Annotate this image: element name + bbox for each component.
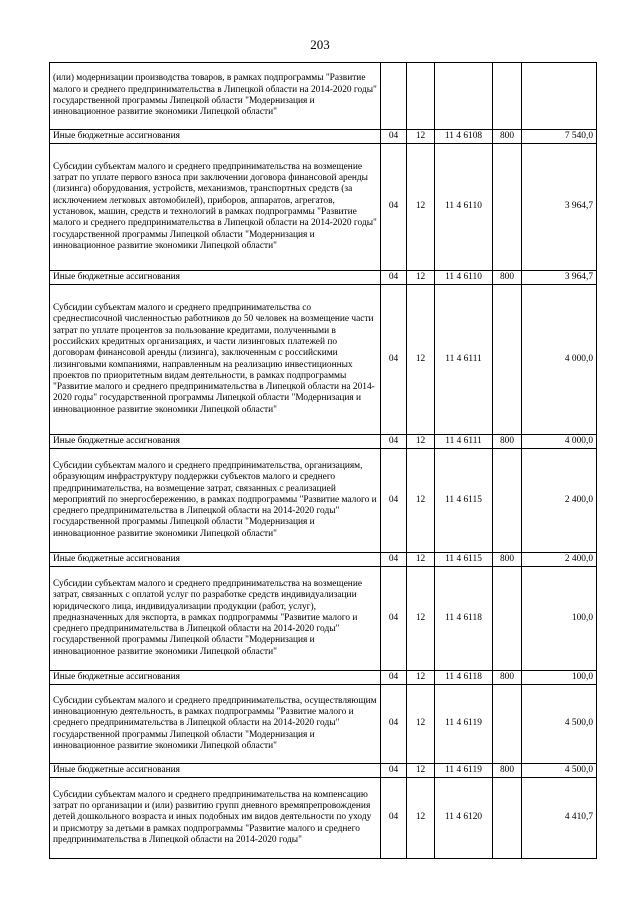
target-article-code: 11 4 6111: [435, 435, 493, 449]
table-row: [50, 271, 597, 285]
row-description: Иные бюджетные ассигнования: [50, 130, 381, 144]
amount: 3 964,7: [522, 271, 597, 285]
expense-type-code: 800: [493, 271, 522, 285]
target-article-code: 11 4 6110: [435, 271, 493, 285]
section-code: 04: [381, 567, 407, 671]
target-article-code: 11 4 6110: [435, 144, 493, 271]
subsection-code: 12: [407, 671, 435, 685]
section-code: 04: [381, 144, 407, 271]
amount: 4 500,0: [522, 685, 597, 764]
target-article-code: 11 4 6118: [435, 671, 493, 685]
table-row: [50, 685, 597, 764]
expense-type-code: 800: [493, 435, 522, 449]
row-description: (или) модернизации производства товаров, в рамках подпрограммы "Развитие малого и среднего предпринимательства в Липецкой области на 2014-2020 годы" государственной программы Липецкой области "Модернизация и инновационное развитие экономики Липецкой области": [50, 63, 381, 130]
row-description: Субсидии субъектам малого и среднего предпринимательства на возмещение затрат, связанных с оплатой услуг по разработке средств индивидуализации юридического лица, индивидуализации продукции (работ, услуг), предназначенных для экспорта, в рамках подпрограммы "Развитие малого и среднего предпринимательства в Липецкой области на 2014-2020 годы" государственной программы Липецкой области "Модернизация и инновационное развитие экономики Липецкой области": [50, 567, 381, 671]
row-description: Иные бюджетные ассигнования: [50, 671, 381, 685]
subsection-code: [407, 63, 435, 130]
amount: [522, 63, 597, 130]
target-article-code: 11 4 6111: [435, 285, 493, 435]
row-description: Иные бюджетные ассигнования: [50, 271, 381, 285]
row-description: Субсидии субъектам малого и среднего предпринимательства на компенсацию затрат по организации и (или) развитию групп дневного времяпрепровождения детей дошкольного возраста и иных подобных им видов деятельности по уходу и присмотру за детьми в рамках подпрограммы "Развитие малого и среднего предпринимательства в Липецкой области на 2014-2020 годы": [50, 778, 381, 859]
expense-type-code: [493, 63, 522, 130]
subsection-code: 12: [407, 144, 435, 271]
section-code: 04: [381, 764, 407, 778]
subsection-code: 12: [407, 271, 435, 285]
amount: 100,0: [522, 671, 597, 685]
subsection-code: 12: [407, 435, 435, 449]
budget-table: [49, 62, 597, 859]
row-description: Субсидии субъектам малого и среднего предпринимательства со среднесписочной численностью работников до 50 человек на возмещение части затрат по уплате процентов за пользование кредитами, полученными в российских кредитных организациях, и части лизинговых платежей по договорам финансовой аренды (лизинга), заключенным с российскими лизинговыми компаниями, направленным на реализацию инвестиционных проектов по приоритетным видам деятельности, в рамках подпрограммы "Развитие малого и среднего предпринимательства в Липецкой области на 2014-2020 годы" государственной программы Липецкой области "Модернизация и инновационное развитие экономики Липецкой области": [50, 285, 381, 435]
target-article-code: 11 4 6119: [435, 685, 493, 764]
section-code: 04: [381, 271, 407, 285]
table-row: [50, 130, 597, 144]
amount: 4 000,0: [522, 285, 597, 435]
table-row: [50, 435, 597, 449]
table-row: [50, 553, 597, 567]
page-number: 203: [310, 37, 330, 52]
expense-type-code: 800: [493, 671, 522, 685]
expense-type-code: [493, 778, 522, 859]
subsection-code: 12: [407, 130, 435, 144]
expense-type-code: [493, 144, 522, 271]
table-row: [50, 63, 597, 130]
row-description: Иные бюджетные ассигнования: [50, 764, 381, 778]
expense-type-code: 800: [493, 764, 522, 778]
section-code: 04: [381, 435, 407, 449]
section-code: 04: [381, 553, 407, 567]
target-article-code: 11 4 6118: [435, 567, 493, 671]
subsection-code: 12: [407, 553, 435, 567]
target-article-code: 11 4 6120: [435, 778, 493, 859]
target-article-code: 11 4 6119: [435, 764, 493, 778]
amount: 3 964,7: [522, 144, 597, 271]
amount: 4 410,7: [522, 778, 597, 859]
section-code: 04: [381, 449, 407, 553]
expense-type-code: 800: [493, 553, 522, 567]
table-row: [50, 778, 597, 859]
row-description: Иные бюджетные ассигнования: [50, 553, 381, 567]
table-row: [50, 764, 597, 778]
table-row: [50, 449, 597, 553]
subsection-code: 12: [407, 778, 435, 859]
section-code: [381, 63, 407, 130]
amount: 2 400,0: [522, 553, 597, 567]
target-article-code: 11 4 6115: [435, 449, 493, 553]
section-code: 04: [381, 778, 407, 859]
section-code: 04: [381, 671, 407, 685]
expense-type-code: [493, 567, 522, 671]
expense-type-code: [493, 449, 522, 553]
row-description: Субсидии субъектам малого и среднего предпринимательства на возмещение затрат по уплате первого взноса при заключении договора финансовой аренды (лизинга) оборудования, устройств, механизмов, транспортных средств (за исключением легковых автомобилей), приборов, аппаратов, агрегатов, установок, машин, средств и технологий в рамках подпрограммы "Развитие малого и среднего предпринимательства в Липецкой области на 2014-2020 годы" государственной программы Липецкой области "Модернизация и инновационное развитие экономики Липецкой области": [50, 144, 381, 271]
subsection-code: 12: [407, 285, 435, 435]
target-article-code: 11 4 6108: [435, 130, 493, 144]
section-code: 04: [381, 130, 407, 144]
row-description: Субсидии субъектам малого и среднего предпринимательства, организациям, образующим инфраструктуру поддержки субъектов малого и среднего предпринимательства, на возмещение затрат, связанных с реализацией мероприятий по энергосбережению, в рамках подпрограммы "Развитие малого и среднего предпринимательства в Липецкой области на 2014-2020 годы" государственной программы Липецкой области "Модернизация и инновационное развитие экономики Липецкой области": [50, 449, 381, 553]
expense-type-code: [493, 685, 522, 764]
subsection-code: 12: [407, 764, 435, 778]
target-article-code: [435, 63, 493, 130]
table-row: [50, 285, 597, 435]
subsection-code: 12: [407, 567, 435, 671]
amount: 7 540,0: [522, 130, 597, 144]
section-code: 04: [381, 685, 407, 764]
row-description: Субсидии субъектам малого и среднего предпринимательства, осуществляющим инновационную деятельность, в рамках подпрограммы "Развитие малого и среднего предпринимательства в Липецкой области на 2014-2020 годы" государственной программы Липецкой области "Модернизация и инновационное развитие экономики Липецкой области": [50, 685, 381, 764]
amount: 4 000,0: [522, 435, 597, 449]
section-code: 04: [381, 285, 407, 435]
amount: 2 400,0: [522, 449, 597, 553]
expense-type-code: [493, 285, 522, 435]
subsection-code: 12: [407, 449, 435, 553]
row-description: Иные бюджетные ассигнования: [50, 435, 381, 449]
table-row: [50, 567, 597, 671]
amount: 4 500,0: [522, 764, 597, 778]
amount: 100,0: [522, 567, 597, 671]
table-row: [50, 144, 597, 271]
expense-type-code: 800: [493, 130, 522, 144]
table-row: [50, 671, 597, 685]
subsection-code: 12: [407, 685, 435, 764]
target-article-code: 11 4 6115: [435, 553, 493, 567]
